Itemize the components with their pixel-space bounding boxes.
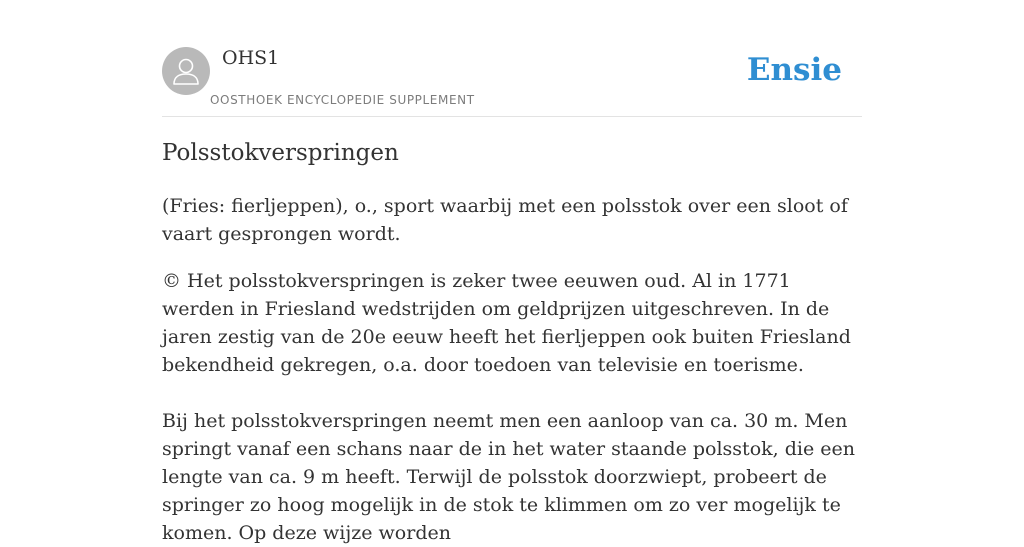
article-paragraph: © Het polsstokverspringen is zeker twee eeuwen oud. Al in 1771 werden in Friesland wedstrijden om geldprijzen uitgeschreven. In de jaren zestig van de 20e eeuw heeft het fierljeppen ook buiten Friesland bekendheid gekregen, o.a. door toedoen van televisie en toerisme. (162, 270, 851, 376)
user-icon (162, 47, 210, 95)
ensie-logo[interactable]: Ensie (746, 52, 842, 88)
source-header (162, 46, 862, 117)
source-code[interactable]: OHS1 (222, 47, 280, 69)
article-lead: (Fries: fierljeppen), o., sport waarbij met een polsstok over een sloot of vaart gesprongen wordt. (162, 195, 848, 245)
article-paragraph: Bij het polsstokverspringen neemt men een aanloop van ca. 30 m. Men springt vanaf een schans naar de in het water staande polsstok, die een lengte van ca. 9 m heeft. Terwijl de polsstok doorzwiept, probeert de springer zo hoog mogelijk in de stok te klimmen om zo ver mogelijk te komen. Op deze wijze worden (162, 410, 855, 544)
source-name[interactable]: OOSTHOEK ENCYCLOPEDIE SUPPLEMENT (210, 93, 475, 107)
article-title: Polsstokverspringen (162, 140, 399, 166)
article (162, 136, 866, 547)
